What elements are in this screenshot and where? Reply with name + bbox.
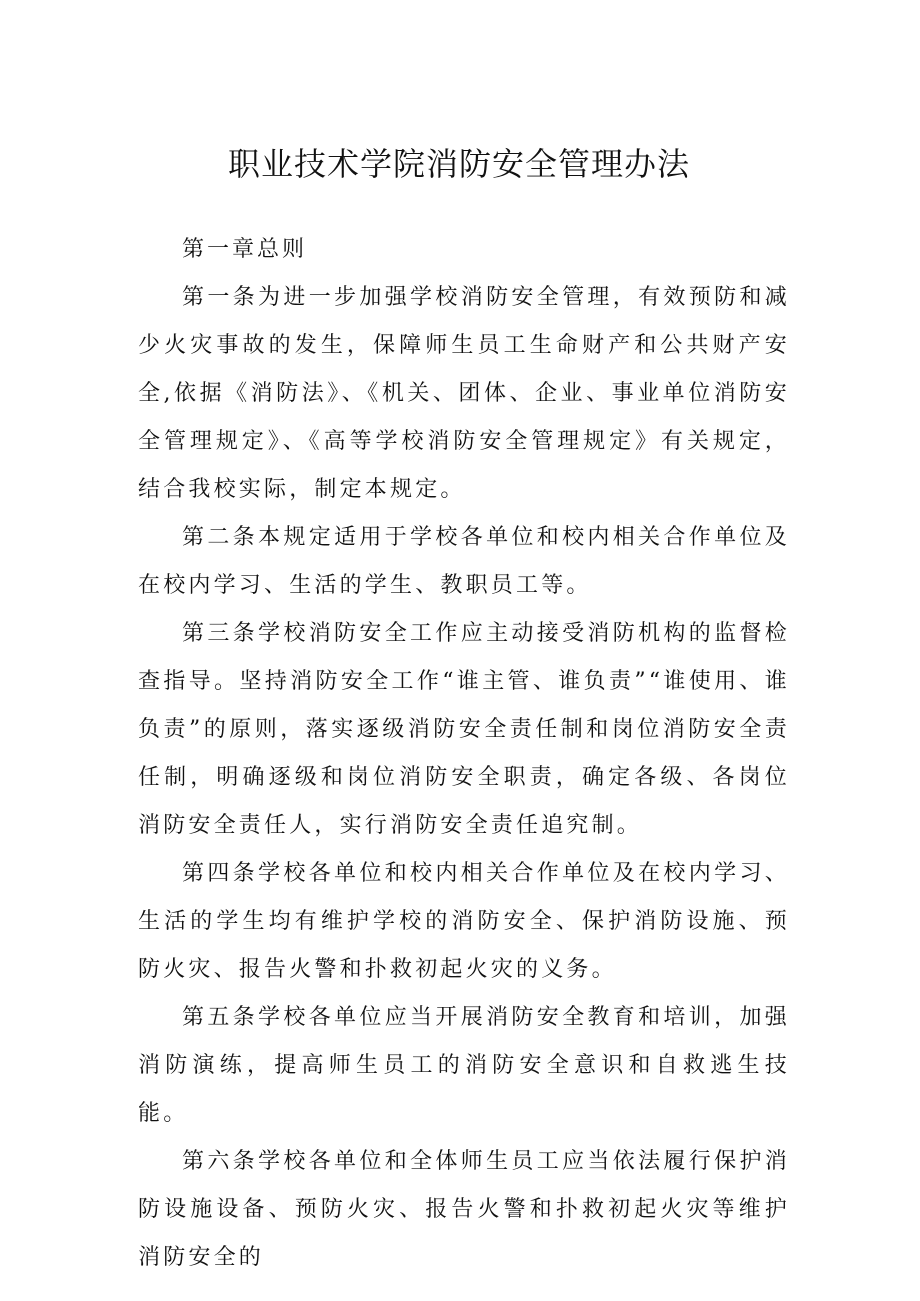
article-4: 第四条学校各单位和校内相关合作单位及在校内学习、生活的学生均有维护学校的消防安全、保护消防设施、预防火灾、报告火警和扑救初起火灾的义务。	[138, 861, 790, 982]
document-title: 职业技术学院消防安全管理办法	[227, 145, 690, 183]
article-5: 第五条学校各单位应当开展消防安全教育和培训，加强消防演练，提高师生员工的消防安全意识和自救逃生技能。	[138, 1005, 790, 1126]
document-body	[138, 226, 790, 1282]
article-3: 第三条学校消防安全工作应主动接受消防机构的监督检查指导。坚持消防安全工作“谁主管、谁负责”“谁使用、谁负责”的原则，落实逐级消防安全责任制和岗位消防安全责任制，明确逐级和岗位消防安全职责，确定各级、各岗位消防安全责任人，实行消防安全责任追究制。	[138, 621, 790, 838]
chapter-heading: 第一章总则	[182, 237, 308, 262]
article-1: 第一条为进一步加强学校消防安全管理，有效预防和减少火灾事故的发生，保障师生员工生命财产和公共财产安全,依据《消防法》、《机关、团体、企业、事业单位消防安全管理规定》、《高等学校消防安全管理规定》有关规定，结合我校实际，制定本规定。	[138, 285, 790, 502]
article-6: 第六条学校各单位和全体师生员工应当依法履行保护消防设施设备、预防火灾、报告火警和扑救初起火灾等维护消防安全的	[138, 1149, 790, 1270]
article-2: 第二条本规定适用于学校各单位和校内相关合作单位及在校内学习、生活的学生、教职员工等。	[138, 525, 790, 598]
